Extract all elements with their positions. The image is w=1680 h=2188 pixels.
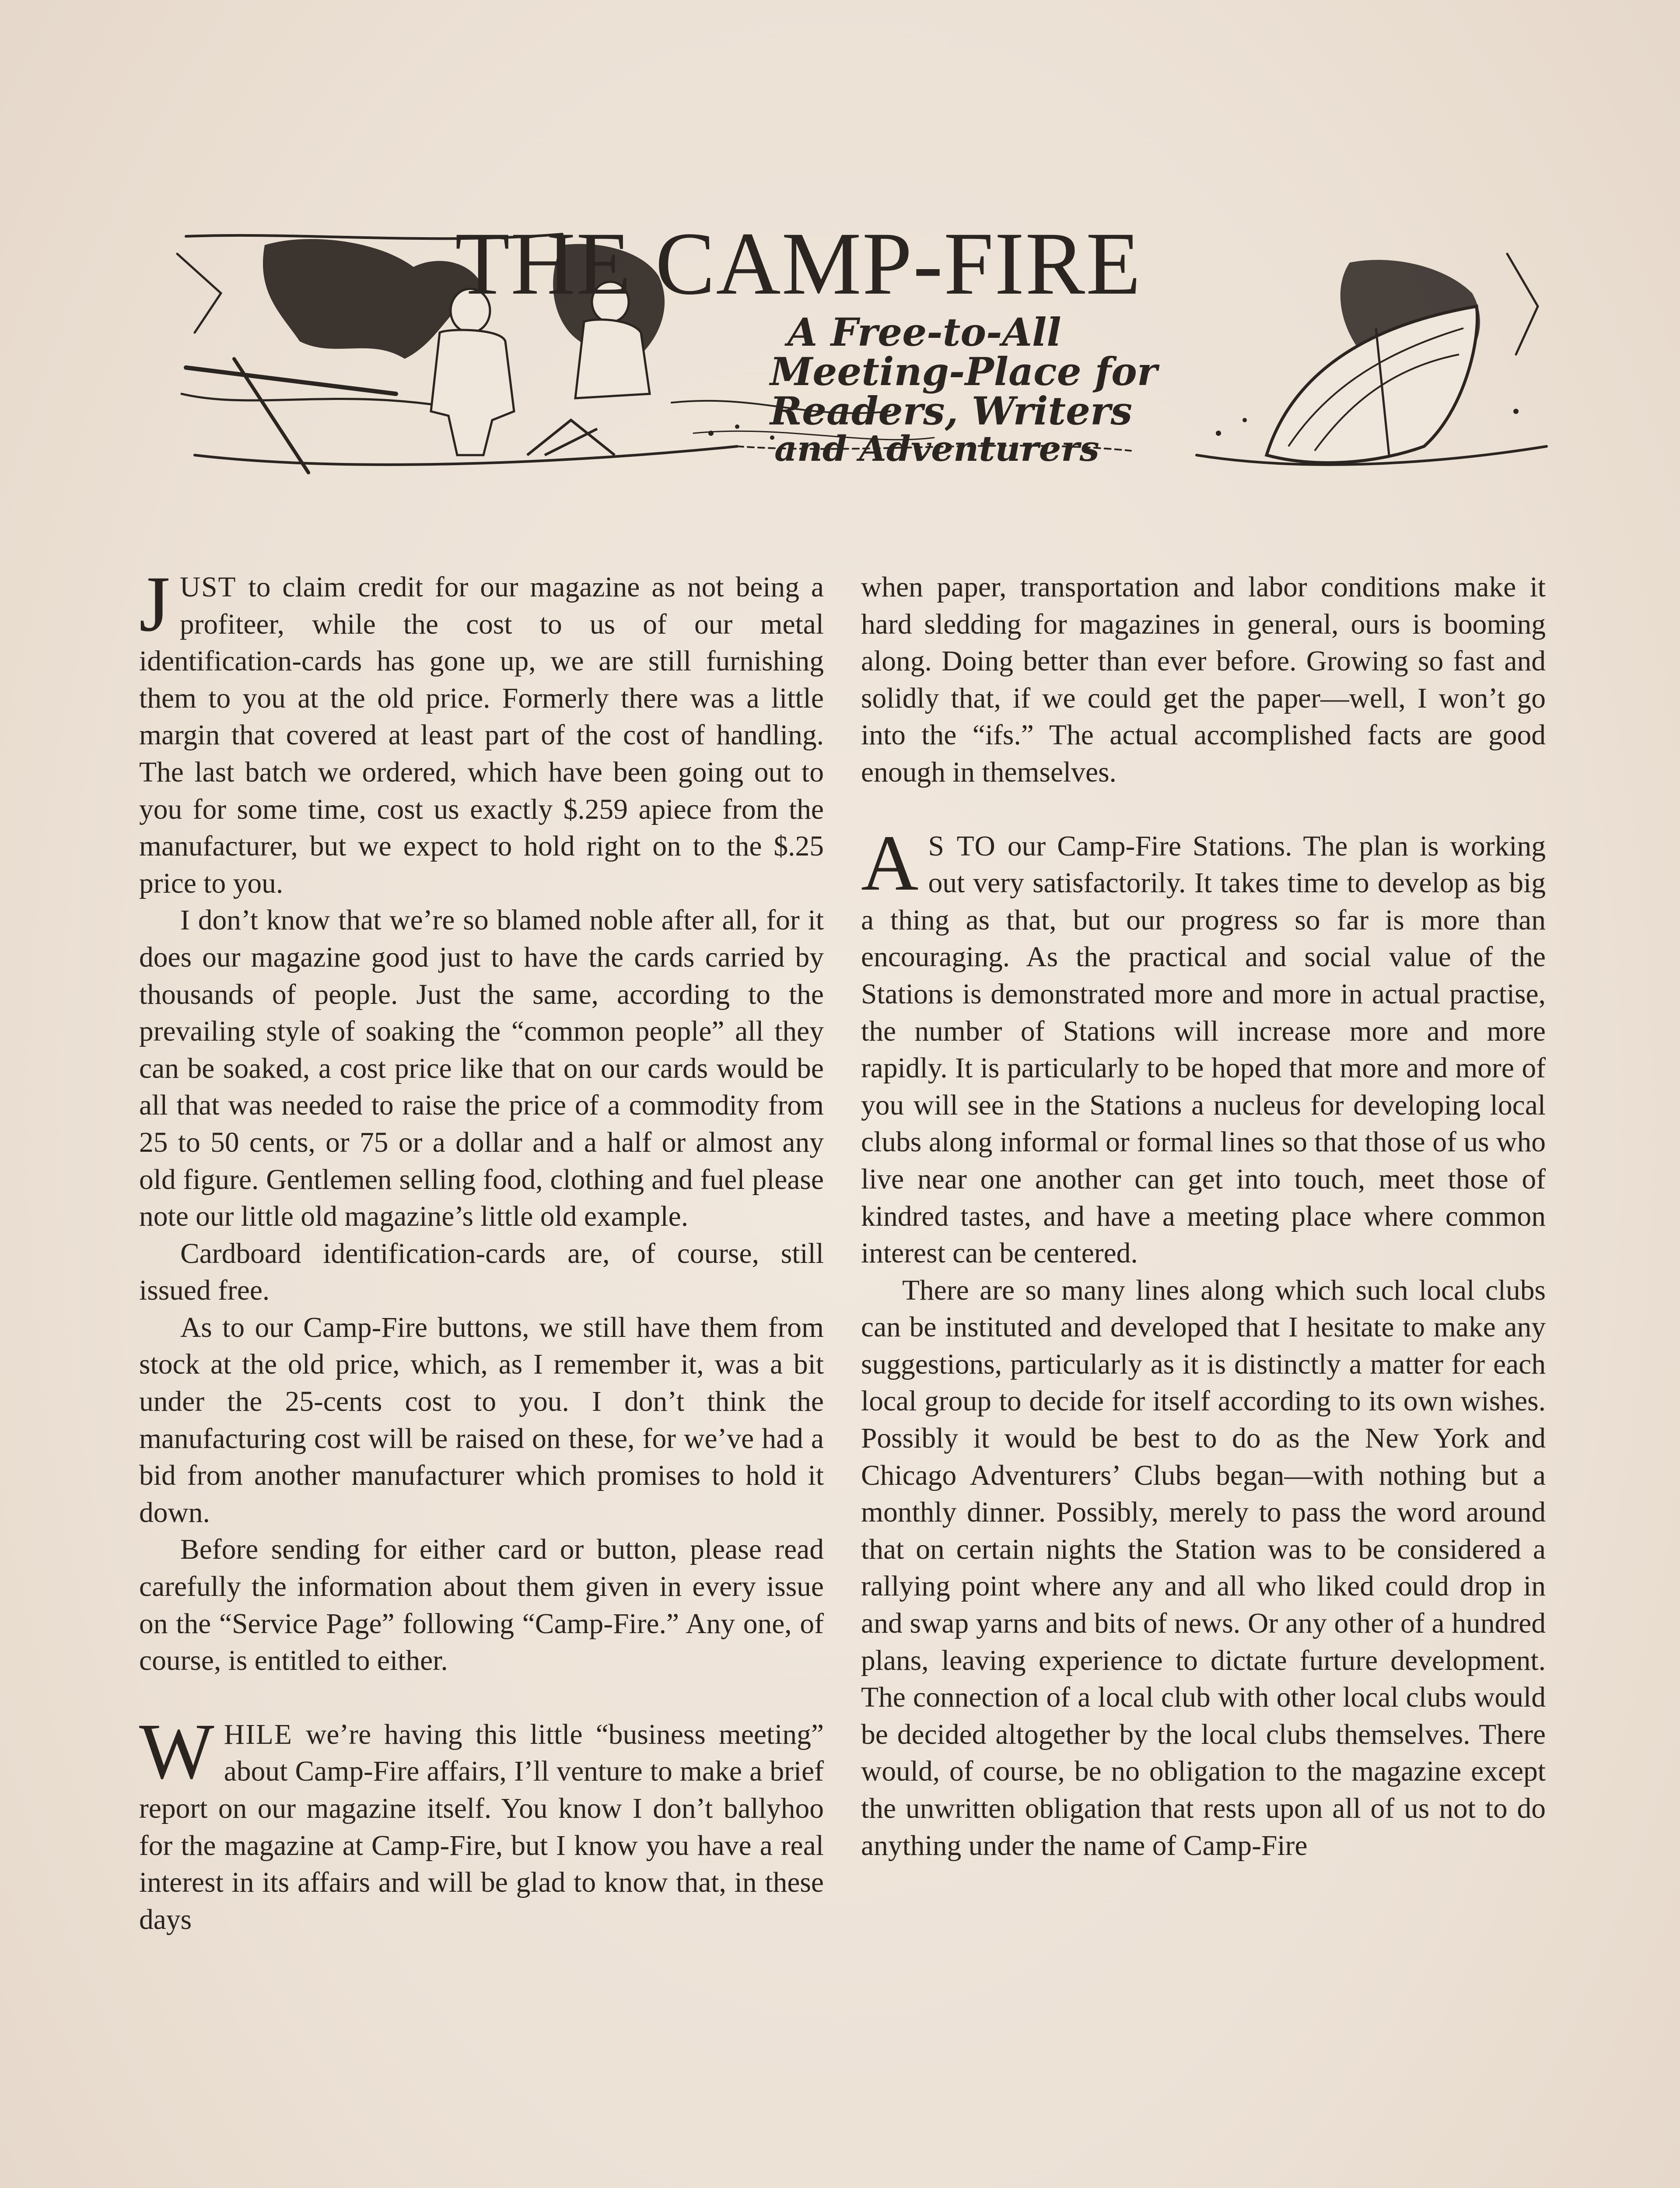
lead-in: UST bbox=[179, 572, 237, 603]
paragraph: Cardboard identification-cards are, of course, still issued free. bbox=[139, 1238, 824, 1307]
paragraph-text: our Camp-Fire Stations. The plan is working out very satisfactorily. It takes time to develop as big a thing as that, but our progress so far is more than encouraging. As the practical and social value of the Stations is demonstrated more and more in actual practise, the number of Stations will increase more and more rapidly. It is particularly to be hoped that more and more of you will see in the Stations a nucleus for developing local clubs along informal or formal lines so that those of us who live near one another can get into touch, meet those of kindred tastes, and have a meeting place where common interest can be centered. bbox=[861, 830, 1546, 1269]
left-column bbox=[139, 560, 824, 1938]
paragraph: when paper, transportation and labor conditions make it hard sledding for magazines in general, ours is booming along. Doing better than ever before. Growing so fast and solidly that, if we could get the paper—well, I won’t go into the “ifs.” The actual accomplished facts are good enough in themselves. bbox=[861, 572, 1546, 788]
right-column bbox=[861, 569, 1546, 1864]
paragraph bbox=[861, 819, 1546, 1272]
drop-cap: A bbox=[861, 819, 919, 907]
tagline-line-3: Readers, Writers bbox=[770, 388, 1133, 434]
paragraph: I don’t know that we’re so blamed noble after all, for it does our magazine good just to have the cards carried by thousands of people. Just the same, according to the prevailing style of soaking the “common people” all they can be soaked, a cost price like that on our cards would be all that was needed to raise the price of a commodity from 25 to 50 cents, or 75 or a dollar and a half or almost any old figure. Gentlemen selling food, clothing and fuel please note our little old magazine’s little old example. bbox=[139, 905, 824, 1233]
drop-cap: W bbox=[139, 1707, 214, 1795]
lead-in: S TO bbox=[928, 830, 996, 862]
tagline-line-1: A Free-to-All bbox=[788, 309, 1061, 355]
paragraph: As to our Camp-Fire buttons, we still have them from stock at the old price, which, as I remember it, was a bit under the 25-cents cost to you. I don’t think the manufacturing cost will be raised on these, for we’ve had a bid from another manufacturer which promises to hold it down. bbox=[139, 1311, 824, 1529]
paragraph: There are so many lines along which such local clubs can be instituted and developed that I hesitate to make any suggestions, particularly as it is distinctly a matter for each local group to decide for itself according to its own wishes. Possibly it would be best to do as the New York and Chicago Adventurers’ Clubs began—with nothing but a monthly dinner. Possibly, merely to pass the word around that on certain nights the Station was to be considered a rallying point where any and all who liked could drop in and swap yarns and bits of news. Or any other of a hundred plans, leaving experience to dictate furture development. The connection of a local club with other local clubs would be decided altogether by the local clubs themselves. There would, of course, be no obligation to the magazine except the unwritten obligation that rests upon all of us not to do anything under the name of Camp-Fire bbox=[861, 1274, 1546, 1862]
drop-cap: J bbox=[139, 560, 170, 648]
paragraph-text: to claim credit for our magazine as not being a profiteer, while the cost to us of our metal identification-cards has gone up, we are still furnishing them to you at the old price. Formerly there was a little margin that covered at least part of the cost of handling. The last batch we ordered, which have been going out to you for some time, cost us exactly $.259 apiece from the manufacturer, but we expect to hold right on to the $.25 price to you. bbox=[139, 572, 824, 899]
tagline-line-2: Meeting-Place for bbox=[770, 349, 1158, 394]
paragraph: Before sending for either card or button, please read carefully the information about them given in every issue on the “Service Page” following “Camp-Fire.” Any one, of course, is entitled to either. bbox=[139, 1534, 824, 1677]
page-title: THE CAMP-FIRE bbox=[455, 214, 1142, 313]
paragraph bbox=[139, 560, 824, 902]
paragraph-text: we’re having this little “business meeting” about Camp-Fire affairs, I’ll venture to make a brief report on our magazine itself. You know I don’t ballyhoo for the magazine at Camp-Fire, but I know you have a real interest in its affairs and will be glad to know that, in these days bbox=[139, 1718, 824, 1936]
paragraph bbox=[139, 1707, 824, 1939]
lead-in: HILE bbox=[224, 1718, 293, 1750]
tagline-line-4: and Adventurers bbox=[774, 428, 1099, 469]
